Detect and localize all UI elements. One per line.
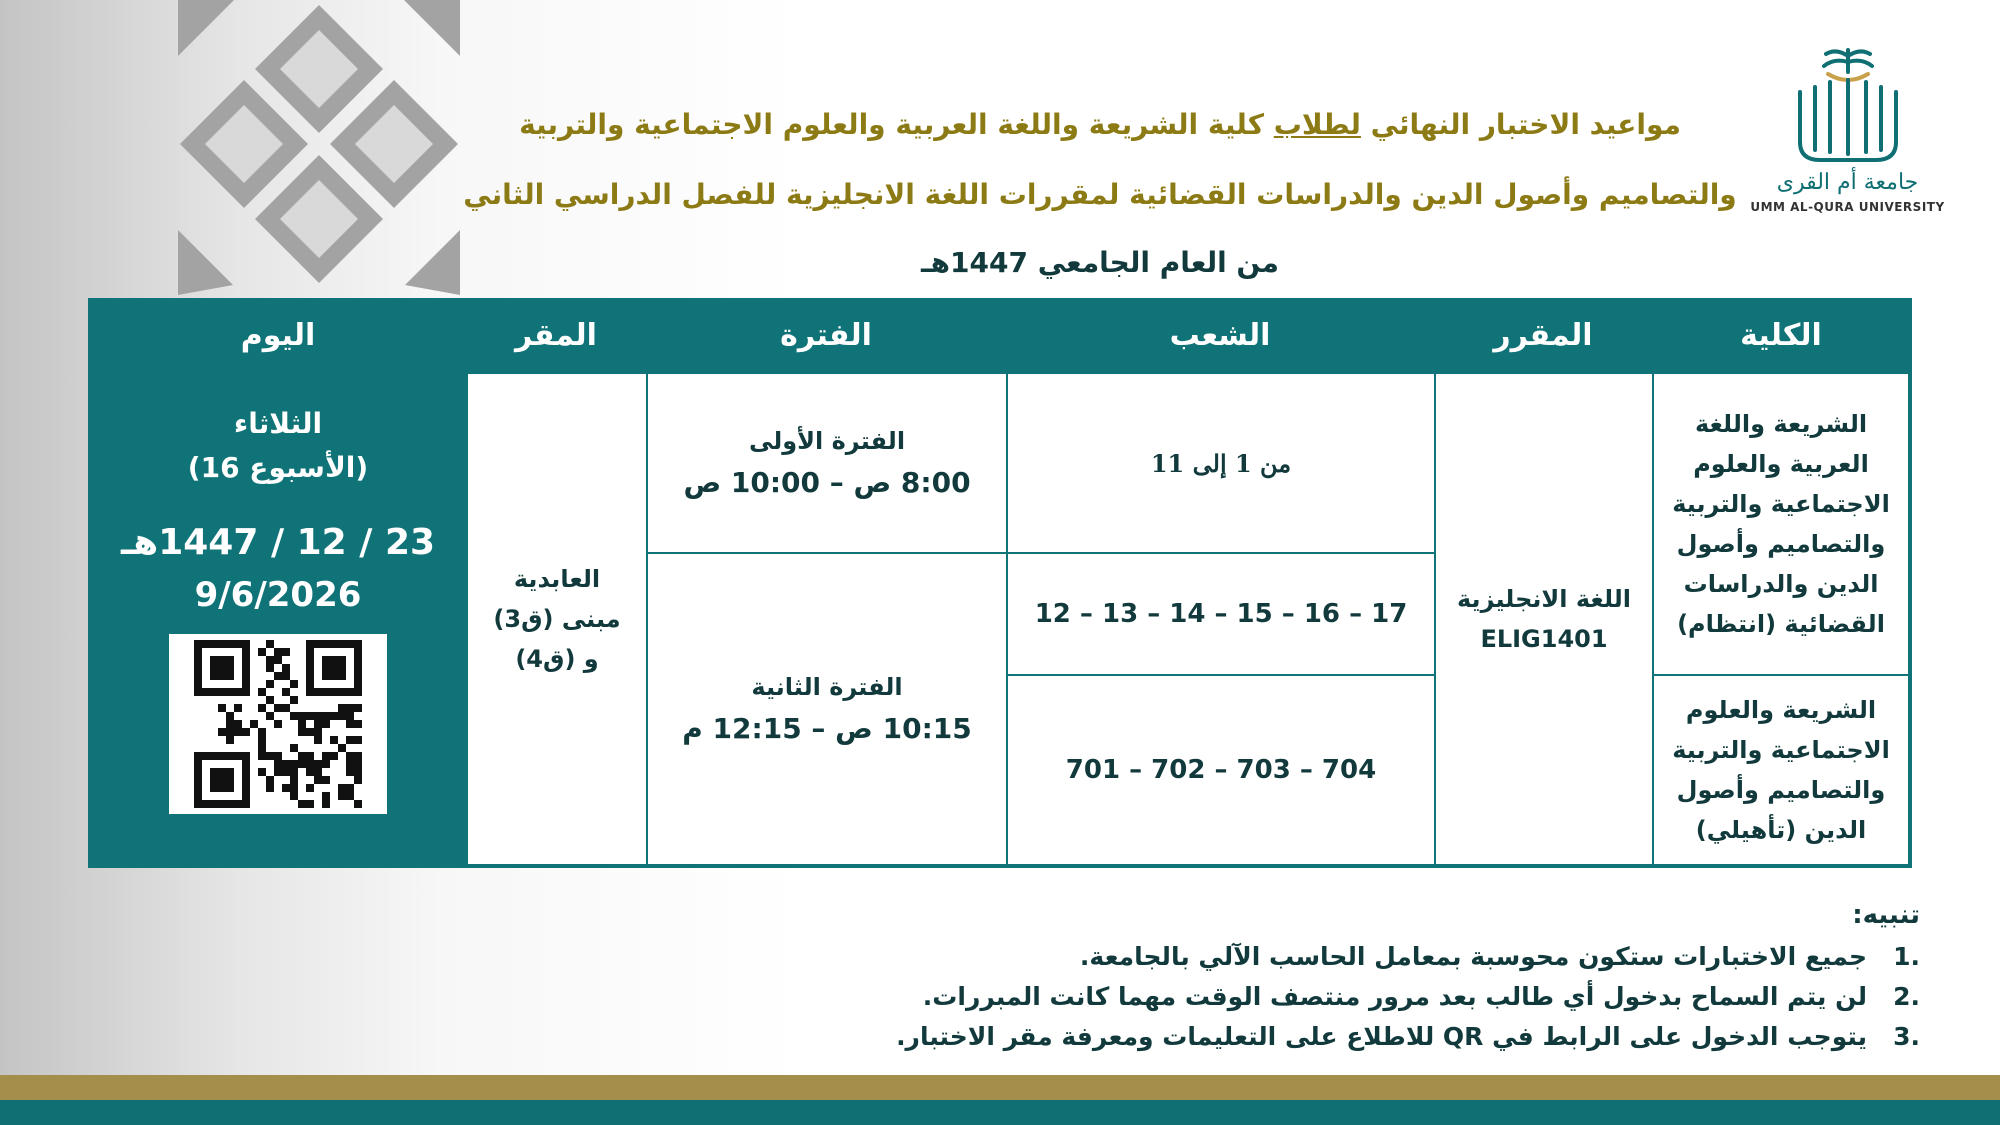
logo-arabic-text: جامعة أم القرى — [1776, 170, 1919, 195]
title-line-2: والتصاميم وأصول الدين والدراسات القضائية لمقررات اللغة الانجليزية للفصل الدراسي الثاني — [463, 178, 1737, 211]
title-line-1: مواعيد الاختبار النهائي لطلاب كلية الشريعة واللغة العربية والعلوم الاجتماعية والتربية — [519, 108, 1681, 141]
course-cell: اللغة الانجليزية ELIG1401 — [1434, 372, 1654, 866]
day-cell — [90, 372, 466, 866]
note-2: .2 لن يتم السماح بدخول أي طالب بعد مرور منتصف الوقت مهما كانت المبررات. — [922, 982, 1920, 1011]
college-regular-cell: الشريعة واللغة العربية والعلوم الاجتماعية والتربية والتصاميم وأصول الدين والدراسات القضائية (انتظام) — [1652, 372, 1910, 676]
header-course: المقرر — [1434, 300, 1652, 372]
qr-code[interactable] — [169, 634, 387, 814]
palm-swords-icon — [1740, 42, 1955, 167]
sections-3-cell: 701 – 702 – 703 – 704 — [1006, 674, 1436, 866]
week-number: (الأسبوع 16) — [187, 451, 369, 484]
note-1: .1 جميع الاختبارات ستكون محوسبة بمعامل الحاسب الآلي بالجامعة. — [1079, 942, 1920, 971]
day-name: الثلاثاء — [233, 407, 323, 440]
venue-cell: العابدية مبنى (ق3) و (ق4) — [466, 372, 648, 866]
header-venue: المقر — [466, 300, 646, 372]
footer-band-teal — [0, 1100, 2000, 1125]
footer-band-gold — [0, 1075, 2000, 1100]
title-line-3: من العام الجامعي 1447هـ — [921, 246, 1279, 279]
header-period: الفترة — [646, 300, 1006, 372]
schedule-table — [88, 298, 1912, 868]
hijri-date: 23 / 12 / 1447هـ — [120, 522, 436, 563]
period-1-cell: الفترة الأولى 8:00 ص – 10:00 ص — [646, 372, 1008, 554]
college-qualifying-cell: الشريعة والعلوم الاجتماعية والتربية والتصاميم وأصول الدين (تأهيلي) — [1652, 674, 1910, 866]
header-college: الكلية — [1652, 300, 1910, 372]
sections-1-cell: من 1 إلى 11 — [1006, 372, 1436, 554]
sections-2-cell: 12 – 13 – 14 – 15 – 16 – 17 — [1006, 552, 1436, 676]
qr-code-icon — [194, 640, 362, 808]
header-day: اليوم — [90, 300, 466, 372]
note-3: .3 يتوجب الدخول على الرابط في QR للاطلاع على التعليمات ومعرفة مقر الاختبار. — [896, 1022, 1920, 1051]
gregorian-date: 9/6/2026 — [194, 575, 362, 615]
header-sections: الشعب — [1006, 300, 1434, 372]
logo-english-text: UMM AL-QURA UNIVERSITY — [1750, 200, 1945, 214]
notes-heading: تنبيه: — [1852, 900, 1920, 930]
period-2-cell: الفترة الثانية 10:15 ص – 12:15 م — [646, 552, 1008, 866]
